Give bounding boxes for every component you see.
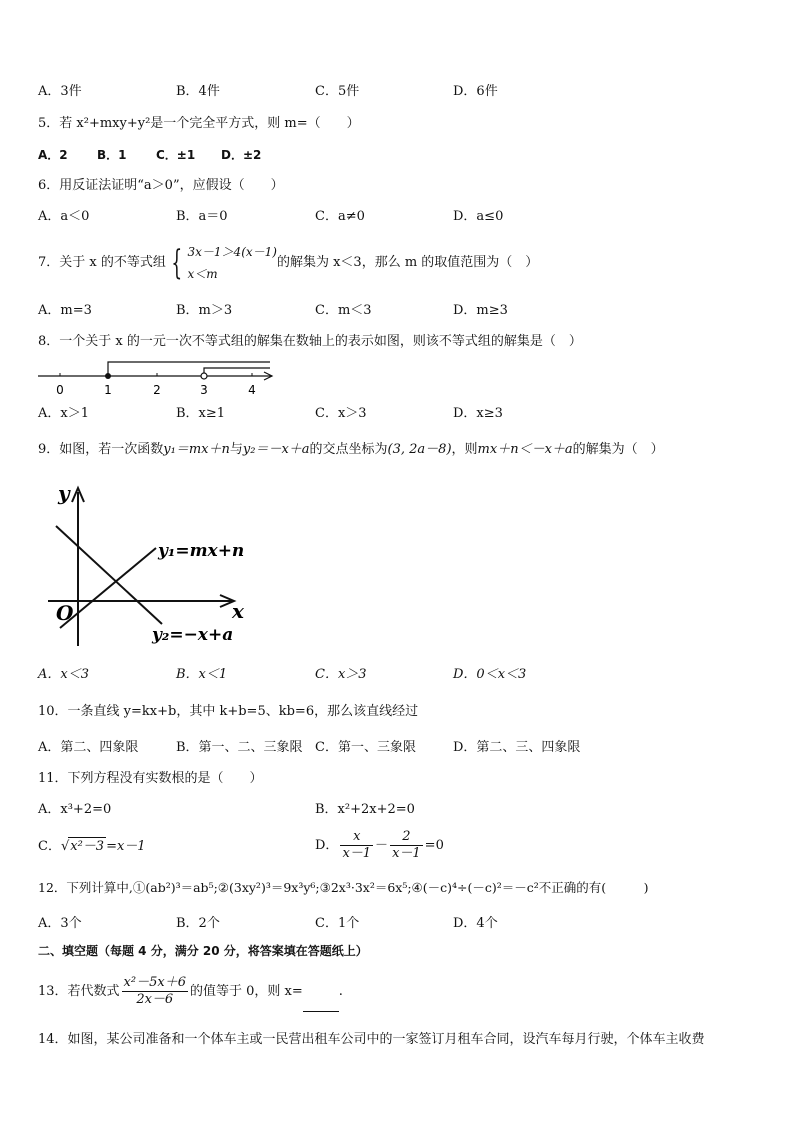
option-letter: C． — [38, 839, 61, 854]
denominator: x－1 — [392, 846, 421, 861]
inequality-system — [188, 241, 277, 285]
function-1: y₁＝mx＋n — [163, 442, 230, 457]
option-d: D．a≤0 — [453, 209, 504, 224]
option-b: B．2个 — [176, 916, 220, 931]
option-a: A．第二、四象限 — [38, 740, 139, 755]
system-line-2: x＜m — [187, 266, 218, 281]
solid-point — [105, 373, 111, 379]
numerator: 2 — [390, 829, 423, 846]
question-6: 6．用反证法证明“a＞0”，应假设（ ） — [38, 178, 284, 193]
option-letter: D． — [315, 838, 339, 853]
section-heading: 二、填空题（每题 4 分，满分 20 分，将答案填在答题纸上） — [38, 944, 368, 958]
line-y1-label: y₁=mx+n — [158, 541, 245, 561]
numerator: x²－5x＋6 — [123, 975, 186, 990]
option-c: C．1个 — [315, 916, 360, 931]
brace: { — [171, 242, 183, 283]
option-a: A．3件 — [38, 84, 82, 99]
equation-rhs: =0 — [424, 838, 444, 853]
number-line — [36, 356, 276, 400]
option-c — [38, 837, 146, 856]
ray-from-3 — [204, 368, 270, 376]
question-11: 11．下列方程没有实数根的是（ ） — [38, 771, 263, 786]
q9-prefix: 9．如图，若一次函数 — [38, 442, 164, 457]
tick-label: 1 — [104, 383, 112, 397]
q13-suffix: 的值等于 0，则 x= — [189, 984, 303, 999]
question-9 — [38, 441, 664, 459]
option-b: B．1 — [97, 148, 127, 162]
option-c: C．x＞3 — [315, 406, 367, 421]
question-14: 14．如图，某公司准备和一个体车主或一民营出租车公司中的一家签订月租车合同，设汽车每月行驶，个体车主收费 — [38, 1032, 705, 1047]
q7-suffix: 的解集为 x＜3，那么 m 的取值范围为（ ） — [276, 255, 539, 270]
q9-text: 与 — [229, 442, 243, 457]
option-b: B．x²+2x+2=0 — [315, 802, 415, 817]
option-c: C．m＜3 — [315, 303, 372, 318]
minus-sign: － — [375, 838, 389, 853]
option-a: A．a＜0 — [38, 209, 90, 224]
tick-label: 0 — [56, 383, 64, 397]
option-d: D．x≥3 — [453, 406, 503, 421]
equation-rhs: =x－1 — [106, 839, 146, 854]
option-d: D．4个 — [453, 916, 498, 931]
option-d: D．m≥3 — [453, 303, 508, 318]
question-12: 12．下列计算中,①(ab²)³＝ab⁵;②(3xy²)³＝9x³y⁶;③2x³·3x²＝6x⁵;④(－c)⁴÷(－c)²＝－c²不正确的有( ) — [38, 880, 649, 895]
option-b: B．4件 — [176, 84, 220, 99]
inequality: mx＋n＜－x＋a — [477, 442, 573, 457]
option-d: D．6件 — [453, 84, 498, 99]
sqrt-sign: √ — [60, 839, 70, 854]
question-8: 8．一个关于 x 的一元一次不等式组的解集在数轴上的表示如图，则该不等式组的解集是（ ） — [38, 334, 582, 349]
denominator: 2x－6 — [136, 992, 174, 1007]
line-y1 — [60, 548, 156, 628]
tick-label: 3 — [200, 383, 208, 397]
option-b: B．m＞3 — [176, 303, 233, 318]
option-a: A．m=3 — [38, 303, 92, 318]
question-5: 5．若 x²+mxy+y²是一个完全平方式，则 m=（ ） — [38, 116, 360, 131]
q9-text: ，则 — [451, 442, 478, 457]
intersection-point: (3, 2a－8) — [387, 442, 452, 457]
system-line-1: 3x－1＞4(x－1) — [187, 244, 277, 259]
option-d — [315, 826, 444, 866]
function-graph — [40, 478, 270, 650]
fraction — [122, 975, 188, 1008]
option-a: A．x＞1 — [38, 406, 89, 421]
option-a: A．x＜3 — [38, 667, 89, 682]
fraction — [390, 829, 423, 862]
y-label: y — [58, 481, 70, 505]
answer-blank[interactable] — [303, 997, 339, 1012]
option-b: B．x＜1 — [176, 667, 228, 682]
x-label: x — [232, 599, 244, 623]
numerator: x — [340, 829, 373, 846]
function-2: y₂＝－x＋a — [242, 442, 310, 457]
option-c: C．a≠0 — [315, 209, 365, 224]
option-d: D．第二、三、四象限 — [453, 740, 581, 755]
q13-prefix: 13．若代数式 — [38, 984, 120, 999]
option-b: B．第一、二、三象限 — [176, 740, 303, 755]
open-point — [201, 373, 207, 379]
q7-prefix: 7．关于 x 的不等式组 — [38, 255, 166, 270]
option-a: A．x³+2=0 — [38, 802, 112, 817]
option-c: C．第一、三象限 — [315, 740, 416, 755]
origin-label: O — [56, 601, 74, 625]
question-13 — [38, 972, 343, 1012]
option-c: C．±1 — [156, 148, 196, 162]
option-a: A．3个 — [38, 916, 82, 931]
denominator: x－1 — [342, 846, 372, 861]
tick-label: 4 — [248, 383, 256, 397]
option-a: A．2 — [38, 148, 68, 162]
radicand: x²－3 — [70, 839, 105, 854]
line-y2-label: y₂=−x+a — [152, 625, 234, 645]
option-d: D．±2 — [221, 148, 262, 162]
question-10: 10．一条直线 y=kx+b，其中 k+b=5、kb=6，那么该直线经过 — [38, 704, 419, 719]
ray-from-1 — [108, 362, 270, 376]
option-c: C．5件 — [315, 84, 360, 99]
period: . — [338, 984, 343, 999]
q9-text: 的交点坐标为 — [309, 442, 388, 457]
fraction — [340, 829, 373, 862]
option-b: B．a＝0 — [176, 209, 228, 224]
q9-suffix: 的解集为（ ） — [572, 442, 664, 457]
option-d: D．0＜x＜3 — [453, 667, 527, 682]
option-c: C．x＞3 — [315, 667, 367, 682]
question-7 — [38, 240, 538, 286]
tick-label: 2 — [153, 383, 161, 397]
option-b: B．x≥1 — [176, 406, 226, 421]
